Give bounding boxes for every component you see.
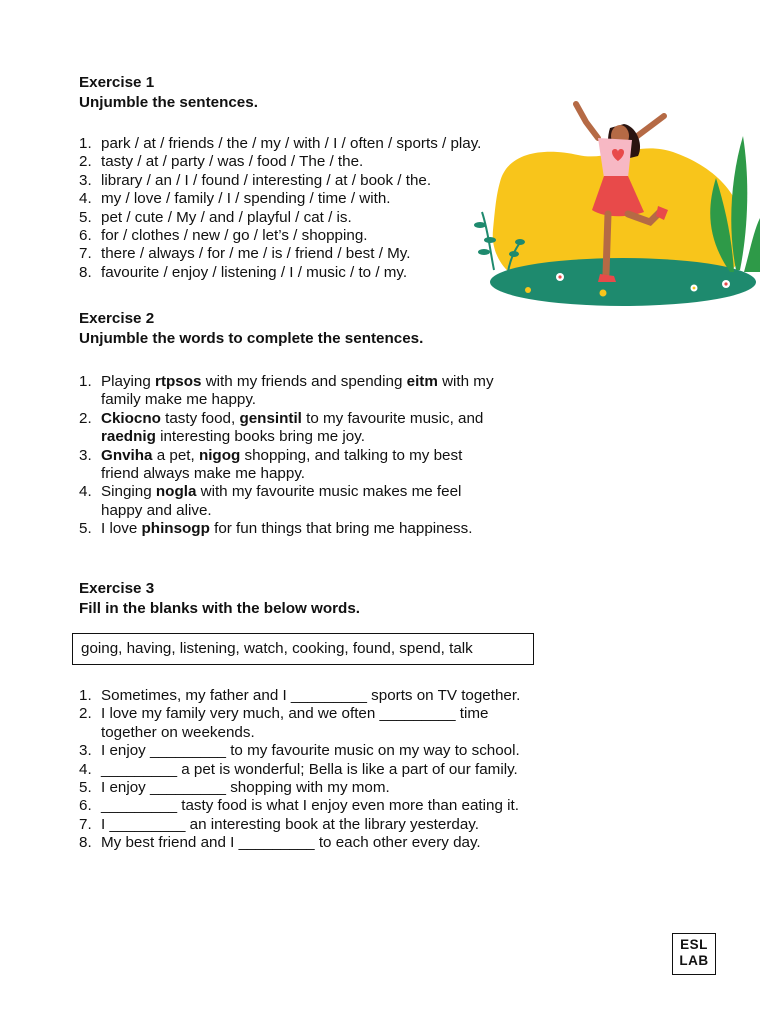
item-text (101, 373, 494, 410)
exercise-3-heading: Exercise 3 (79, 580, 155, 597)
item-number: 1. (79, 687, 92, 704)
exercise-2-instruction: Unjumble the words to complete the sentences. (79, 330, 424, 347)
item-number: 2. (79, 705, 92, 723)
item-text: tasty / at / party / was / food / The / the. (101, 153, 364, 171)
item-line (101, 373, 494, 391)
text-run: with my favourite music makes me feel (196, 483, 462, 501)
scrambled-word: eitm (406, 373, 438, 390)
item-text: for / clothes / new / go / let’s / shopping. (101, 227, 368, 245)
item-line: I enjoy _________ to my favourite music on my way to school. (101, 742, 520, 760)
item-number: 3. (79, 446, 92, 464)
item-number: 2. (79, 153, 92, 171)
exercise-1-item (79, 209, 481, 227)
scrambled-word: Gnviha (101, 446, 153, 464)
scrambled-word: nigog (198, 446, 241, 464)
word-bank-box: going, having, listening, watch, cooking, found, spend, talk (72, 633, 534, 665)
item-line (101, 502, 494, 520)
green-ground (490, 258, 756, 306)
exercise-1-item (79, 135, 481, 153)
item-line: I love my family very much, and we often _________ time (101, 705, 489, 723)
text-run: Playing (101, 373, 156, 390)
esl-lab-logo (672, 933, 716, 975)
happy-woman-illustration (468, 100, 760, 310)
item-number: 7. (79, 815, 92, 833)
item-number: 1. (79, 135, 92, 152)
exercise-1-item (79, 172, 481, 190)
scrambled-word: Ckiocno (101, 409, 161, 427)
exercise-2-item (79, 520, 494, 538)
item-line (101, 428, 494, 446)
exercise-3-item (79, 687, 520, 705)
item-number: 4. (79, 760, 92, 778)
text-run: for fun things that bring me happiness. (209, 520, 473, 538)
text-run: shopping, and talking to my best (240, 446, 463, 464)
exercise-3-item (79, 779, 520, 797)
item-line (101, 483, 494, 501)
item-text (101, 705, 520, 742)
item-number: 3. (79, 742, 92, 760)
text-run: with my (437, 373, 494, 390)
item-text (101, 742, 520, 760)
exercise-1-heading: Exercise 1 (79, 74, 155, 91)
item-line: _________ a pet is wonderful; Bella is like a part of our family. (101, 760, 518, 778)
item-line (101, 447, 494, 465)
item-text (101, 687, 520, 705)
scrambled-word: nogla (155, 483, 197, 501)
exercise-1-item (79, 190, 481, 208)
item-text: favourite / enjoy / listening / I / music / to / my. (101, 263, 408, 281)
exercise-3-item (79, 834, 520, 852)
exercise-3-instruction: Fill in the blanks with the below words. (79, 600, 360, 617)
item-number: 2. (79, 409, 92, 427)
exercise-3-item (79, 761, 520, 779)
item-line: I enjoy _________ shopping with my mom. (101, 779, 390, 797)
item-number: 5. (79, 208, 92, 226)
item-text (101, 761, 520, 779)
item-number: 3. (79, 171, 92, 189)
scrambled-word: gensintil (239, 409, 302, 427)
exercise-2-item (79, 373, 494, 410)
item-text: library / an / I / found / interesting / at / book / the. (101, 171, 432, 189)
exercise-2-item (79, 447, 494, 484)
text-run: happy and alive. (101, 501, 212, 519)
item-line (101, 410, 494, 428)
item-number: 8. (79, 834, 92, 852)
exercise-1-item (79, 245, 481, 263)
item-number: 4. (79, 190, 92, 208)
item-line (101, 391, 494, 409)
scrambled-word: rtpsos (155, 373, 202, 390)
text-run: tasty food, (160, 409, 240, 427)
item-number: 4. (79, 483, 92, 501)
item-number: 7. (79, 245, 92, 263)
text-run: a pet, (152, 446, 199, 464)
exercise-1-list (79, 135, 481, 282)
exercise-1-item (79, 153, 481, 171)
item-text (101, 520, 494, 538)
exercise-3-item (79, 705, 520, 742)
item-line: My best friend and I _________ to each other every day. (101, 834, 481, 852)
text-run: family make me happy. (101, 391, 257, 409)
exercise-2-item (79, 483, 494, 520)
item-number: 5. (79, 520, 92, 538)
exercise-1-item (79, 264, 481, 282)
item-text (101, 834, 520, 852)
item-line: I _________ an interesting book at the library yesterday. (101, 815, 479, 833)
logo-line-1: ESL (680, 937, 708, 952)
item-line: Sometimes, my father and I _________ sports on TV together. (101, 687, 521, 704)
text-run: I love (101, 520, 142, 538)
text-run: with my friends and spending (201, 373, 407, 390)
item-line (101, 520, 494, 538)
item-text (101, 816, 520, 834)
item-number: 1. (79, 373, 92, 390)
item-number: 6. (79, 227, 92, 245)
item-number: 8. (79, 263, 92, 281)
item-line: _________ tasty food is what I enjoy even more than eating it. (101, 797, 519, 815)
item-text: my / love / family / I / spending / time / with. (101, 190, 391, 208)
item-text (101, 779, 520, 797)
scrambled-word: raednig (101, 428, 156, 446)
item-text (101, 797, 520, 815)
item-text (101, 447, 494, 484)
item-number: 6. (79, 797, 92, 815)
scrambled-word: phinsogp (141, 520, 210, 538)
exercise-3-item (79, 797, 520, 815)
exercise-2-item (79, 410, 494, 447)
exercise-1-item (79, 227, 481, 245)
item-text (101, 410, 494, 447)
text-run: to my favourite music, and (301, 409, 484, 427)
exercise-3-item (79, 742, 520, 760)
exercise-2-heading: Exercise 2 (79, 310, 155, 327)
item-number: 5. (79, 779, 92, 797)
item-text (101, 483, 494, 520)
logo-line-2: LAB (679, 953, 709, 968)
item-text: there / always / for / me / is / friend / best / My. (101, 245, 411, 263)
text-run: Singing (101, 483, 156, 501)
item-line: together on weekends. (101, 723, 255, 741)
exercise-3-list (79, 687, 520, 853)
text-run: interesting books bring me joy. (155, 428, 365, 446)
item-text: park / at / friends / the / my / with / I / often / sports / play. (101, 135, 482, 152)
item-text: pet / cute / My / and / playful / cat / is. (101, 208, 352, 226)
exercise-2-list (79, 373, 494, 539)
exercise-1-instruction: Unjumble the sentences. (79, 94, 258, 111)
text-run: friend always make me happy. (101, 465, 305, 483)
item-line (101, 465, 494, 483)
exercise-3-item (79, 816, 520, 834)
